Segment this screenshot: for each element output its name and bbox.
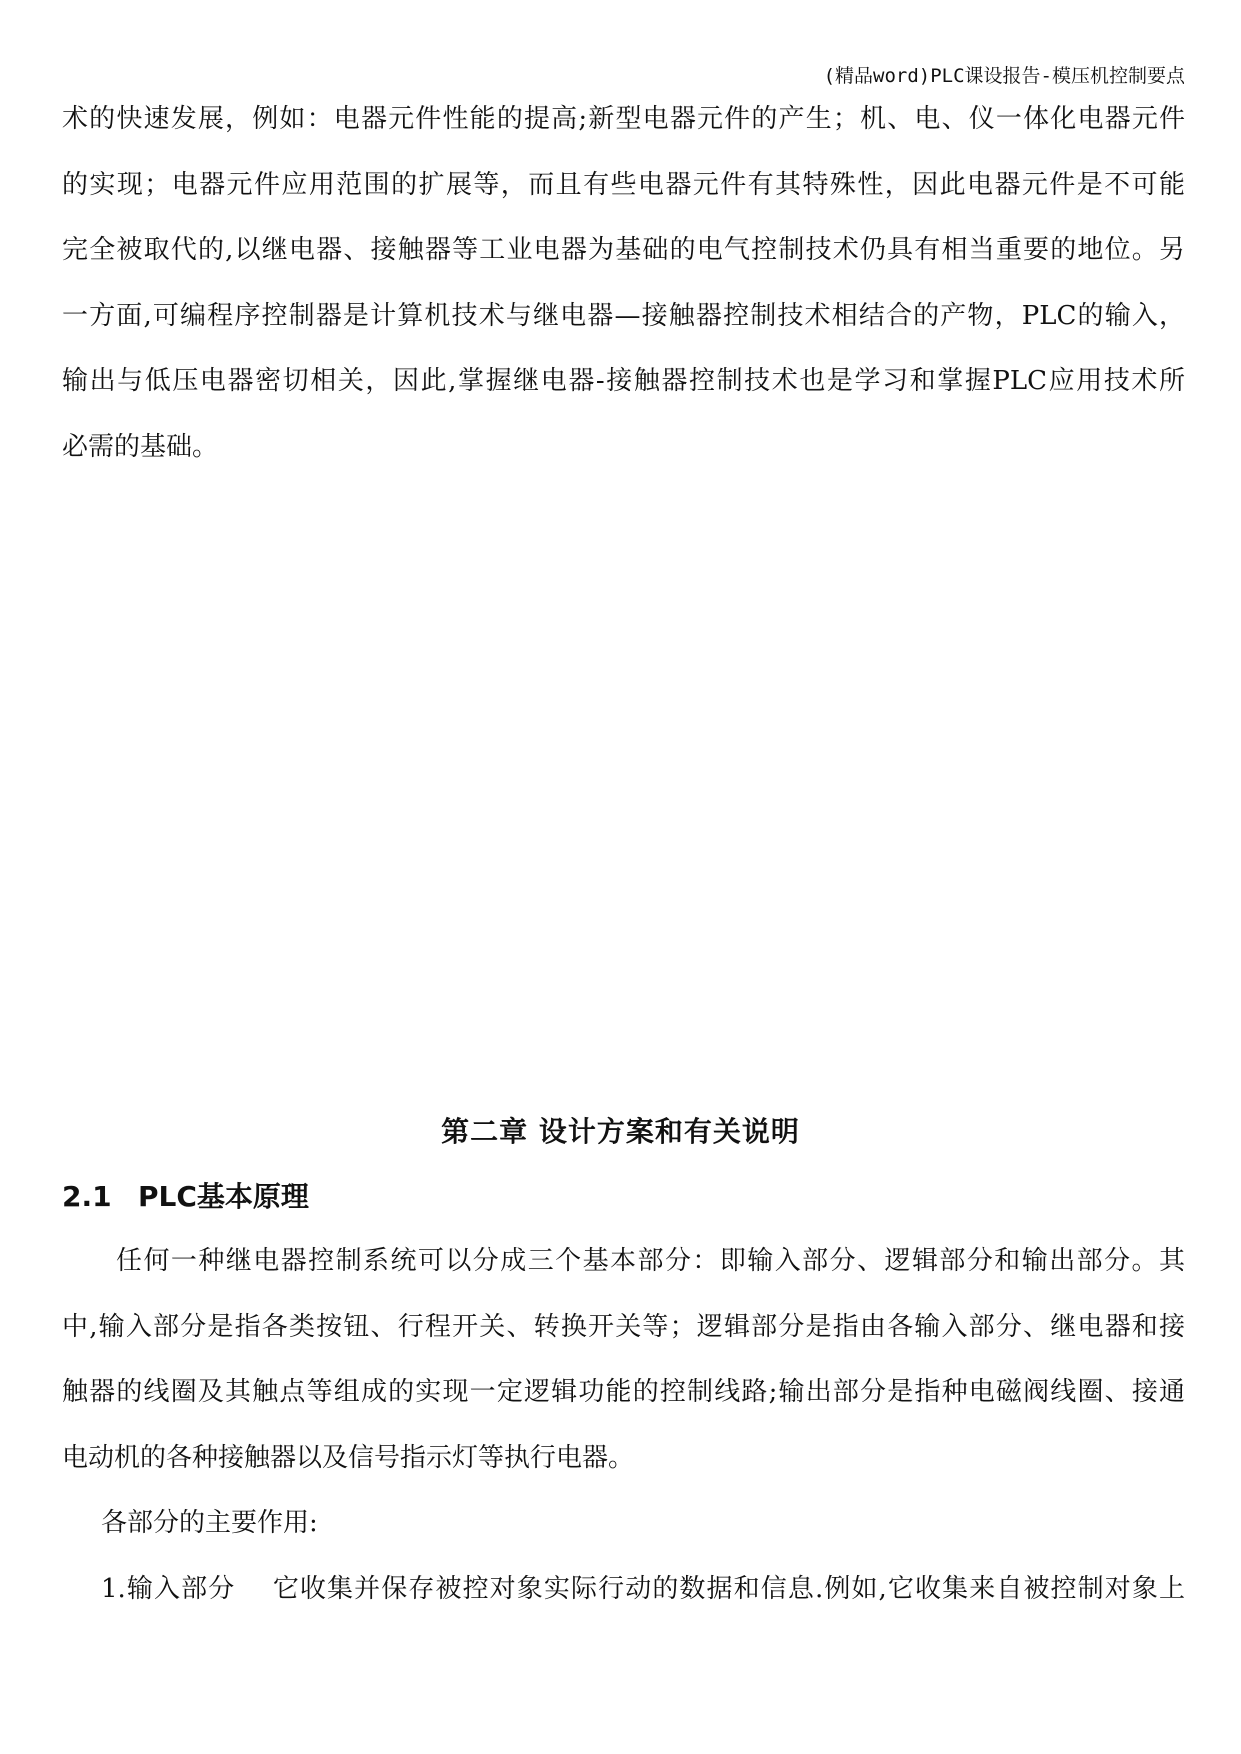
paragraph-line: 任何一种继电器控制系统可以分成三个基本部分：即输入部分、逻辑部分和输出部分。其	[116, 1246, 1185, 1276]
intro-line: 的实现；电器元件应用范围的扩展等，而且有些电器元件有其特殊性，因此电器元件是不可能	[62, 169, 1185, 200]
intro-line: 术的快速发展，例如：电器元件性能的提高;新型电器元件的产生；机、电、仪一体化电器元件	[62, 104, 1185, 134]
intro-line: 必需的基础。	[62, 431, 219, 462]
section-body	[62, 1229, 1185, 1623]
intro-line: 一方面,可编程序控制器是计算机技术与继电器—接触器控制技术相结合的产物，PLC的输入，	[62, 300, 1185, 331]
section-number: 2.1	[62, 1180, 112, 1213]
intro-line: 输出与低压电器密切相关，因此,掌握继电器-接触器控制技术也是学习和掌握PLC应用技术所	[62, 366, 1185, 397]
paragraph-line: 触器的线圈及其触点等组成的实现一定逻辑功能的控制线路;输出部分是指种电磁阀线圈、接通	[62, 1377, 1185, 1408]
roles-intro-line: 各部分的主要作用:	[101, 1508, 318, 1539]
running-header: (精品word)PLC课设报告-模压机控制要点	[823, 65, 1185, 87]
paragraph-line: 电动机的各种接触器以及信号指示灯等执行电器。	[62, 1442, 635, 1473]
list-item-input-section: 1.输入部分 它收集并保存被控对象实际行动的数据和信息.例如,它收集来自被控制对象上	[101, 1573, 1185, 1604]
chapter-title: 第二章 设计方案和有关说明	[441, 1115, 800, 1148]
section-title: PLC基本原理	[138, 1180, 309, 1213]
section-heading	[62, 1177, 309, 1217]
intro-paragraph	[62, 87, 1185, 481]
paragraph-line: 中,输入部分是指各类按钮、行程开关、转换开关等；逻辑部分是指由各输入部分、继电器和接	[62, 1311, 1185, 1342]
intro-line: 完全被取代的,以继电器、接触器等工业电器为基础的电气控制技术仍具有相当重要的地位。另	[62, 235, 1185, 266]
